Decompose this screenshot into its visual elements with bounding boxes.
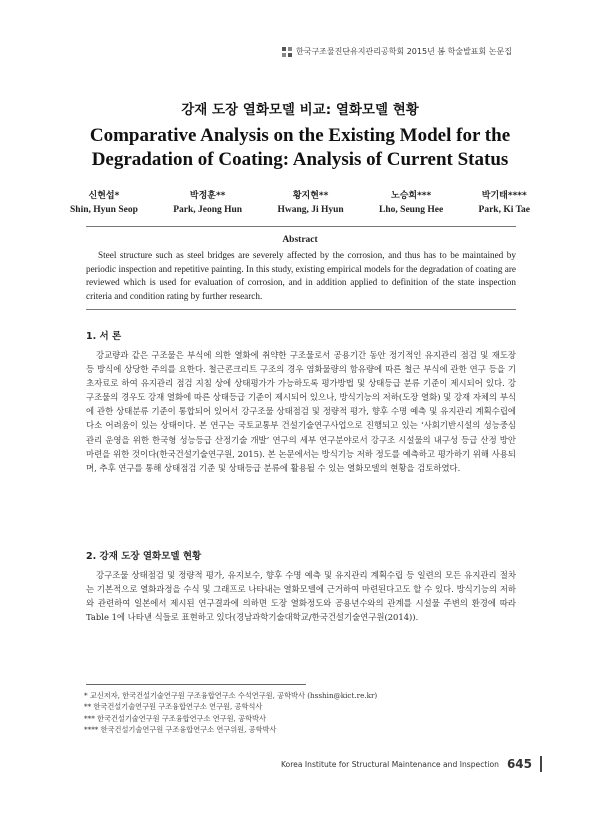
footnote: **** 한국건설기술연구원 구조융합연구소 연구위원, 공학박사 [84,725,277,735]
english-title-line-1: Comparative Analysis on the Existing Model for the [89,125,511,146]
author-name-ko: 신현섭* [88,191,120,201]
author-name-en: Park, Jeong Hun [173,205,243,215]
author-name-ko: 박정훈** [189,191,226,201]
footnotes [84,690,524,736]
author-name-en: Hwang, Ji Hyun [277,205,344,215]
journal-header [282,46,512,57]
korean-title: 강재 도장 열화모델 비교: 열화모델 현황 [181,102,419,118]
section-1-body: 강교량과 같은 구조물은 부식에 의한 열화에 취약한 구조물로서 공용기간 동안 정기적인 유지관리 점검 및 재도장 등 방식에 상당한 주의를 요한다. 철근콘크리트 구조의 경우 염화물량의 함유량에 따른 철근 부식에 관한 연구 등을 기초자료로 하여 유지관리 점검 지침 상에 상태평가가 가능하도록 평가방법 및 상태등급 분류 기준이 제시되어 있다. 강구조물의 경우도 강재 열화에 따른 상태등급 기준이 제시되어 있으나, 방식기능의 저하(도장 열화) 및 강재 자체의 부식에 관한 상태분류 기준이 통합되어 있어서 강구조물 상태점검 및 정량적 평가, 향후 수명 예측 및 유지관리 계획수립에 다소 어려움이 있는 상태이다. 본 연구는 국토교통부 건설기술연구사업으로 진행되고 있는 ‘사회기반시설의 성능중심 관리 운영을 위한 한국형 성능등급 산정기술 개발’ 연구의 세부 연구분야로서 강구조 시설물의 내구성 등급 산정 방안 마련을 위한 것이다(한국건설기술연구원, 2015). 본 논문에서는 방식기능 저하 정도를 예측하고 평가하기 위해 사용되며, 추후 연구를 통해 상태점검 기준 및 상태등급 분류에 활용될 수 있는 열화모델의 현황을 검토하였다. [86,350,516,473]
section-2-title: 2. 강재 도장 열화모델 현황 [86,551,202,562]
footnote: *** 한국건설기술연구원 구조융합연구소 연구원, 공학박사 [84,713,266,723]
journal-name: 한국구조물진단유지관리공학회 2015년 봄 학술발표회 논문집 [295,47,512,56]
author [277,189,343,217]
footer-bar [540,756,542,772]
footer-institute: Korea Institute for Structural Maintenance and Inspection [280,759,499,769]
abstract-top-rule [86,226,516,227]
author-list [70,189,530,217]
author-name-ko: 노승희*** [391,191,432,201]
author-name-ko: 황지현** [292,191,329,201]
page-number: 645 [506,757,532,771]
abstract-body: Steel structure such as steel bridges are severely affected by the corrosion, and thus has to be maintained by periodic inspection and repetitive painting. In this study, existing empirical models for the degradation of coating are reviewed which is used for evaluation of corrosion, and in addition applied to definition of the state inspection criteria and condition rating by further research. [86,250,516,301]
author-name-ko: 박기태**** [481,191,527,201]
author [479,189,530,217]
footnote-rule [86,684,306,685]
author [379,189,443,217]
section-2-body: 강구조물 상태점검 및 정량적 평가, 유지보수, 향후 수명 예측 및 유지관리 계획수립 등 일련의 모든 유지관리 절차는 기본적으로 열화과정을 수식 및 그래프로 나타내는 열화모델에 근거하여 마련된다고도 할 수 있다. 방식기능의 저하와 관련하여 일본에서 제시된 연구결과에 의하면 도장 열화정도와 공용년수와의 관계를 시설물 주변의 환경에 따라 Table 1에 나타낸 식들로 표현하고 있다(경남과학기술대학교/한국건설기술연구원(2014)). [86,570,516,623]
journal-logo-icon [282,47,292,57]
page-footer [281,756,542,772]
abstract-bottom-rule [86,309,516,310]
section-1-title: 1. 서 론 [86,331,122,342]
author [173,189,242,217]
abstract-title: Abstract [282,235,318,245]
footnote: * 교신저자, 한국건설기술연구원 구조융합연구소 수석연구원, 공학박사 (hsshin@kict.re.kr) [84,691,378,700]
author-name-en: Park, Ki Tae [478,205,530,215]
author [70,189,138,217]
footnote: ** 한국건설기술연구원 구조융합연구소 연구원, 공학석사 [84,702,263,712]
english-title [0,124,600,172]
english-title-line-2: Degradation of Coating: Analysis of Current Status [91,149,509,170]
author-name-en: Lho, Seung Hee [379,205,444,215]
author-name-en: Shin, Hyun Seop [70,205,138,215]
